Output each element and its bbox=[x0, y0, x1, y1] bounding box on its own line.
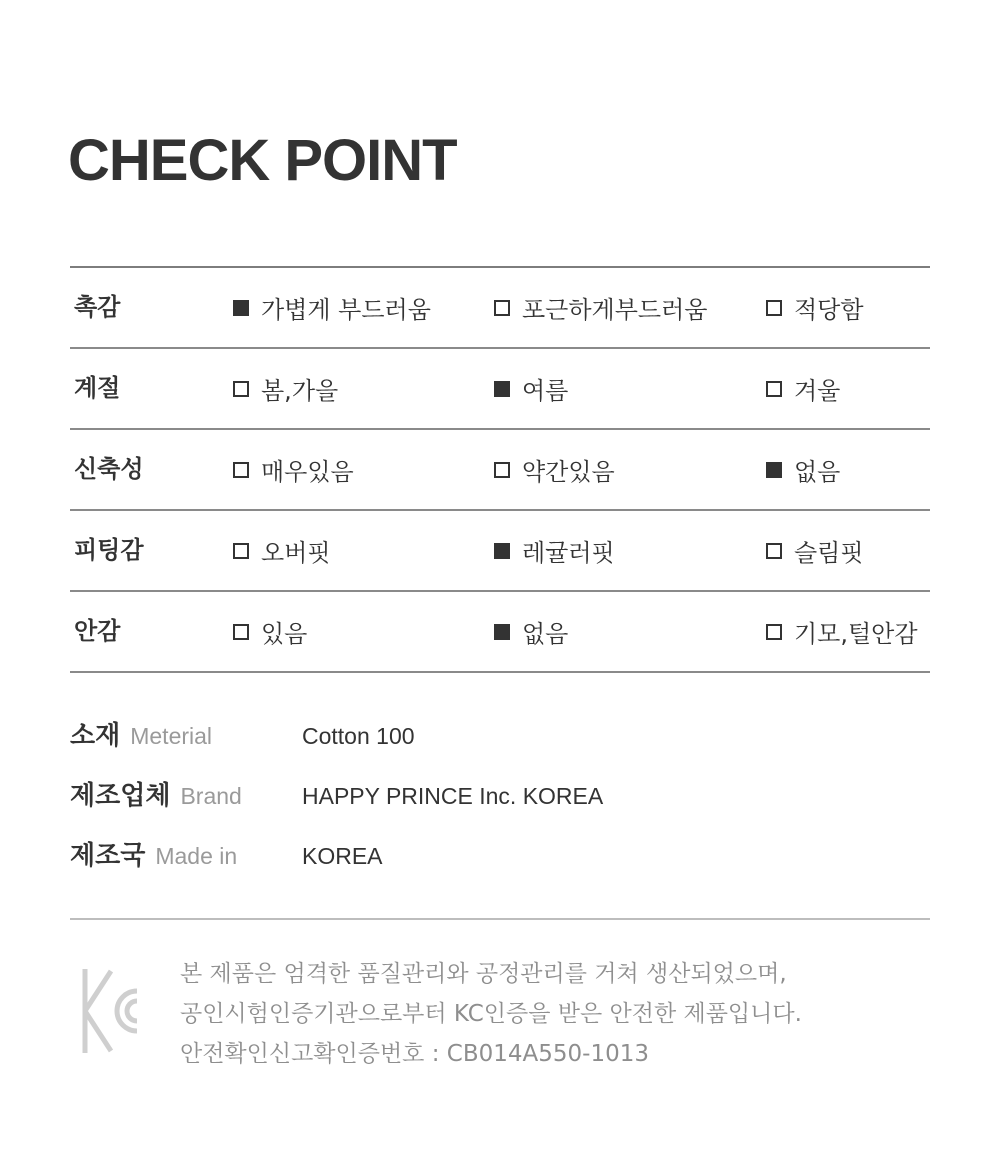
checkbox-checked-icon bbox=[494, 381, 510, 397]
option-item bbox=[494, 430, 615, 509]
row-label: 피팅감 bbox=[74, 536, 144, 564]
table-row bbox=[70, 430, 930, 511]
spec-material bbox=[70, 716, 930, 756]
option-item bbox=[494, 511, 615, 590]
option-label: 기모,털안감 bbox=[794, 620, 918, 648]
spec-origin bbox=[70, 836, 930, 876]
option-item bbox=[233, 511, 331, 590]
option-item bbox=[766, 349, 840, 428]
spec-label-en: Brand bbox=[180, 783, 242, 809]
checkbox-checked-icon bbox=[766, 462, 782, 478]
table-row bbox=[70, 592, 930, 673]
checkbox-unchecked-icon bbox=[494, 300, 510, 316]
section-divider bbox=[70, 918, 930, 920]
spec-value: HAPPY PRINCE Inc. KOREA bbox=[302, 783, 604, 809]
option-label: 없음 bbox=[794, 458, 841, 486]
option-item bbox=[766, 511, 864, 590]
option-item bbox=[233, 430, 354, 509]
kc-notice bbox=[180, 954, 940, 1074]
spec-label-ko: 제조업체 bbox=[70, 781, 171, 811]
option-label: 오버핏 bbox=[261, 539, 331, 567]
option-label: 겨울 bbox=[794, 377, 841, 405]
option-item bbox=[494, 349, 568, 428]
option-label: 매우있음 bbox=[261, 458, 354, 486]
option-label: 약간있음 bbox=[522, 458, 615, 486]
option-item bbox=[766, 430, 840, 509]
row-label: 촉감 bbox=[74, 293, 121, 321]
option-label: 레귤러핏 bbox=[522, 539, 615, 567]
option-label: 슬림핏 bbox=[794, 539, 864, 567]
page-title: CHECK POINT bbox=[68, 128, 457, 193]
notice-line: 공인시험인증기관으로부터 KC인증을 받은 안전한 제품입니다. bbox=[180, 1001, 802, 1027]
checkbox-unchecked-icon bbox=[766, 624, 782, 640]
option-label: 적당함 bbox=[794, 296, 864, 324]
option-label: 여름 bbox=[522, 377, 569, 405]
option-label: 있음 bbox=[261, 620, 308, 648]
checkbox-unchecked-icon bbox=[233, 381, 249, 397]
option-label: 가볍게 부드러움 bbox=[261, 296, 431, 324]
table-row bbox=[70, 349, 930, 430]
option-item bbox=[494, 592, 568, 671]
spec-label-en: Meterial bbox=[130, 723, 213, 749]
option-label: 포근하게부드러움 bbox=[522, 296, 708, 324]
checkbox-unchecked-icon bbox=[766, 381, 782, 397]
notice-line: 본 제품은 엄격한 품질관리와 공정관리를 거쳐 생산되었으며, bbox=[180, 961, 787, 987]
checkbox-unchecked-icon bbox=[766, 300, 782, 316]
option-item bbox=[766, 268, 864, 347]
spec-label-ko: 소재 bbox=[70, 721, 121, 751]
spec-brand bbox=[70, 776, 930, 816]
spec-value: Cotton 100 bbox=[302, 723, 415, 749]
option-item bbox=[233, 268, 431, 347]
table-row bbox=[70, 511, 930, 592]
spec-value: KOREA bbox=[302, 843, 383, 869]
row-label: 계절 bbox=[74, 374, 121, 402]
option-item bbox=[233, 592, 307, 671]
check-point-table bbox=[70, 266, 930, 673]
row-label: 신축성 bbox=[74, 455, 144, 483]
checkbox-checked-icon bbox=[494, 624, 510, 640]
checkbox-checked-icon bbox=[494, 543, 510, 559]
checkbox-unchecked-icon bbox=[233, 462, 249, 478]
kc-certification-icon bbox=[82, 966, 140, 1056]
option-item bbox=[233, 349, 338, 428]
notice-line: 안전확인신고확인증번호 : CB014A550-1013 bbox=[180, 1041, 649, 1067]
spec-label-ko: 제조국 bbox=[70, 841, 146, 871]
option-label: 없음 bbox=[522, 620, 569, 648]
option-label: 봄,가을 bbox=[261, 377, 339, 405]
checkbox-unchecked-icon bbox=[233, 624, 249, 640]
checkbox-checked-icon bbox=[233, 300, 249, 316]
option-item bbox=[766, 592, 918, 671]
table-row bbox=[70, 268, 930, 349]
checkbox-unchecked-icon bbox=[494, 462, 510, 478]
row-label: 안감 bbox=[74, 617, 121, 645]
checkbox-unchecked-icon bbox=[233, 543, 249, 559]
option-item bbox=[494, 268, 707, 347]
checkbox-unchecked-icon bbox=[766, 543, 782, 559]
spec-label-en: Made in bbox=[155, 843, 238, 869]
